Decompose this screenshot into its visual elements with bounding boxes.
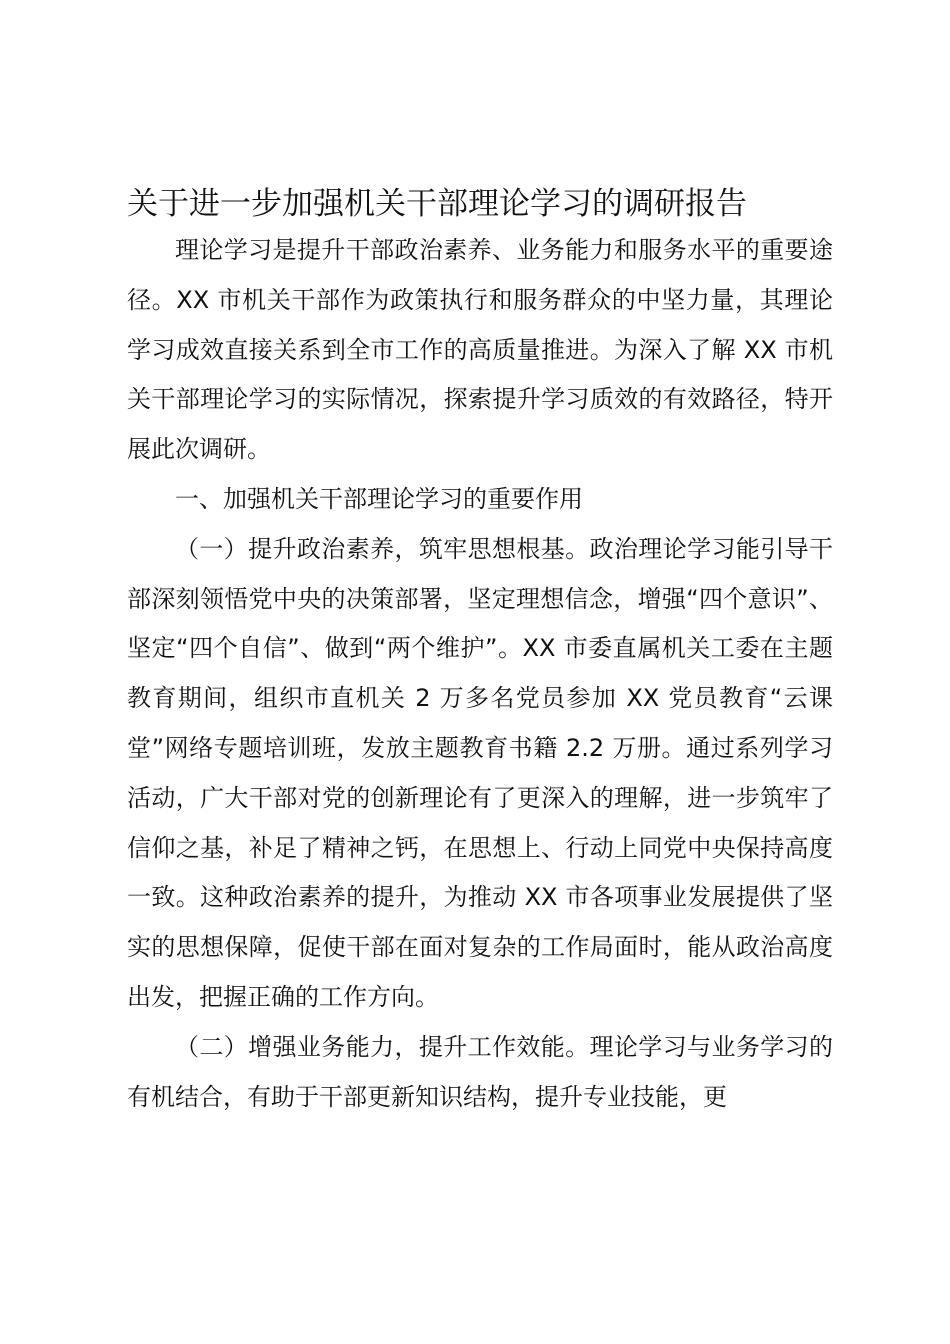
document-body bbox=[127, 182, 833, 1122]
point-two-paragraph: （二）增强业务能力，提升工作效能。理论学习与业务学习的有机结合，有助于干部更新知识结构，提升专业技能，更 bbox=[127, 1032, 833, 1111]
section-heading: 一、加强机关干部理论学习的重要作用 bbox=[175, 484, 583, 513]
intro-paragraph: 理论学习是提升干部政治素养、业务能力和服务水平的重要途径。XX 市机关干部作为政策执行和服务群众的中坚力量，其理论学习成效直接关系到全市工作的高质量推进。为深入了解 XX 市机关干部理论学习的实际情况，探索提升学习质效的有效路径，特开展此次调研。 bbox=[127, 236, 833, 464]
document-title: 关于进一步加强机关干部理论学习的调研报告 bbox=[127, 186, 747, 222]
point-one-paragraph: （一）提升政治素养，筑牢思想根基。政治理论学习能引导干部深刻领悟党中央的决策部署，坚定理想信念，增强“四个意识”、坚定“四个自信”、做到“两个维护”。XX 市委直属机关工委在主题教育期间，组织市直机关 2 万多名党员参加 XX 党员教育“云课堂”网络专题培训班，发放主题教育书籍 2.2 万册。通过系列学习活动，广大干部对党的创新理论有了更深入的理解，进一步筑牢了信仰之基，补足了精神之钙，在思想上、行动上同党中央保持高度一致。这种政治素养的提升，为推动 XX 市各项事业发展提供了坚实的思想保障，促使干部在面对复杂的工作局面时，能从政治高度出发，把握正确的工作方向。 bbox=[127, 534, 833, 1011]
